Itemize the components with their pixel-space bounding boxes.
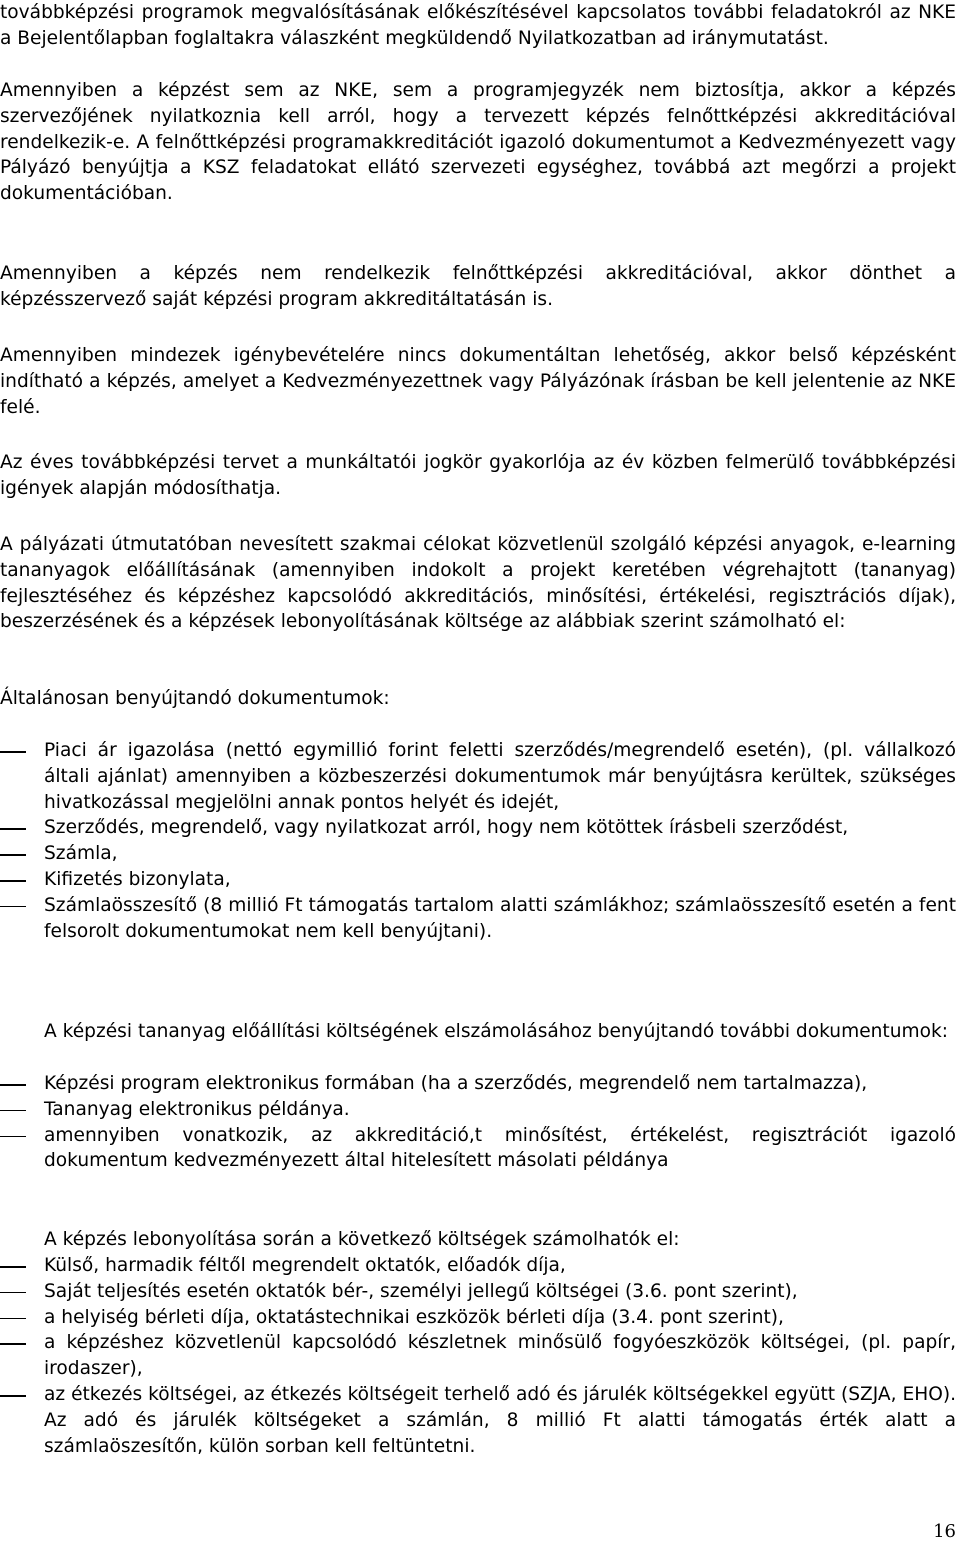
dash-bullet-icon [0,1318,26,1320]
list-item: Tananyag elektronikus példánya. [0,1097,956,1123]
dash-bullet-icon [0,1084,26,1086]
list-item: Számla, [0,841,956,867]
training-costs-list [0,1253,956,1459]
list-item: Saját teljesítés esetén oktatók bér-, személyi jellegű költségei (3.6. pont szerint), [0,1279,956,1305]
list-item: Számlaösszesítő (8 millió Ft támogatás tartalom alatti számlákhoz; számlaösszesítő esetén a fent felsorolt dokumentumokat nem kell benyújtani). [0,893,956,945]
dash-bullet-icon [0,828,26,830]
list-item: amennyiben vonatkozik, az akkreditáció,t minősítést, értékelést, regisztrációt igazoló dokumentum kedvezményezett által hitelesített másolati példánya [0,1123,956,1175]
paragraph-nke-guidance: továbbképzési programok megvalósításának előkészítésével kapcsolatos további feladatokról az NKE a Bejelentőlapban foglaltakra válaszként megküldendő Nyilatkozatban ad iránymutatást. [0,2,956,49]
list-item: a helyiség bérleti díja, oktatástechnikai eszközök bérleti díja (3.4. pont szerint), [0,1305,956,1331]
page-number: 16 [933,1521,956,1542]
list-item: az étkezés költségei, az étkezés költségeit terhelő adó és járulék költségekkel együtt (SZJA, EHO). Az adó és járulék költségeket a számlán, 8 millió Ft alatti támogatás érték alatt a számlaöszesítőn, külön sorban kell feltüntetni. [0,1382,956,1459]
material-docs-intro: A képzési tananyag előállítási költségének elszámolásához benyújtandó további dokumentumok: [44,1021,949,1042]
dash-bullet-icon [0,854,26,856]
paragraph-accreditation-statement: Amennyiben a képzést sem az NKE, sem a programjegyzék nem biztosítja, akkor a képzés szervezőjének nyilatkoznia kell arról, hogy a tervezett képzés felnőttképzési akkreditációval rendelkezik-e. A felnőttképzési programakkreditációt igazoló dokumentumot a Kedvezményezett vagy Pályázó benyújtja a KSZ feladatokat ellátó szervezeti egységhez, továbbá azt megőrzi a projekt dokumentációban. [0,80,956,205]
list-item: Szerződés, megrendelő, vagy nyilatkozat arról, hogy nem kötöttek írásbeli szerződést, [0,815,956,841]
dash-bullet-icon [0,906,26,908]
general-docs-list [0,738,956,944]
paragraph-own-accreditation: Amennyiben a képzés nem rendelkezik felnőttképzési akkreditációval, akkor dönthet a képzésszervező saját képzési program akkreditáltatásán is. [0,263,956,310]
material-docs-list [0,1071,956,1174]
dash-bullet-icon [0,1395,26,1397]
dash-bullet-icon [0,880,26,882]
training-costs-intro: A képzés lebonyolítása során a következő költségek számolhatók el: [44,1229,680,1250]
paragraph-eligible-costs: A pályázati útmutatóban nevesített szakmai célokat közvetlenül szolgáló képzési anyagok, e-learning tananyagok előállításának (amennyiben indokolt a projekt keretében végrehajtott (tananyag) fejlesztéséhez és képzéshez kapcsolódó akkreditációs, minősítési, értékelési, regisztrációs díjak), beszerzésének és a képzések lebonyolításának költsége az alábbiak szerint számolható el: [0,534,956,633]
dash-bullet-icon [0,751,26,753]
general-docs-heading: Általánosan benyújtandó dokumentumok: [0,688,390,709]
paragraph-annual-plan: Az éves továbbképzési tervet a munkáltatói jogkör gyakorlója az év közben felmerülő továbbképzési igények alapján módosíthatja. [0,452,956,499]
dash-bullet-icon [0,1266,26,1268]
dash-bullet-icon [0,1343,26,1345]
list-item: Kifizetés bizonylata, [0,867,956,893]
dash-bullet-icon [0,1292,26,1294]
paragraph-internal-training: Amennyiben mindezek igénybevételére nincs dokumentáltan lehetőség, akkor belső képzésként indítható a képzés, amelyet a Kedvezményezettnek vagy Pályázónak írásban be kell jelentenie az NKE felé. [0,345,956,418]
list-item: Piaci ár igazolása (nettó egymillió forint feletti szerződés/megrendelő esetén), (pl. vállalkozó általi ajánlat) amennyiben a közbeszerzési dokumentumok már benyújtásra kerültek, szükséges hivatkozással megjelölni annak pontos helyét és idejét, [0,738,956,815]
dash-bullet-icon [0,1110,26,1112]
list-item: Képzési program elektronikus formában (ha a szerződés, megrendelő nem tartalmazza), [0,1071,956,1097]
dash-bullet-icon [0,1136,26,1138]
list-item: a képzéshez közvetlenül kapcsolódó készletnek minősülő fogyóeszközök költségei, (pl. papír, irodaszer), [0,1330,956,1382]
list-item: Külső, harmadik féltől megrendelt oktatók, előadók díja, [0,1253,956,1279]
